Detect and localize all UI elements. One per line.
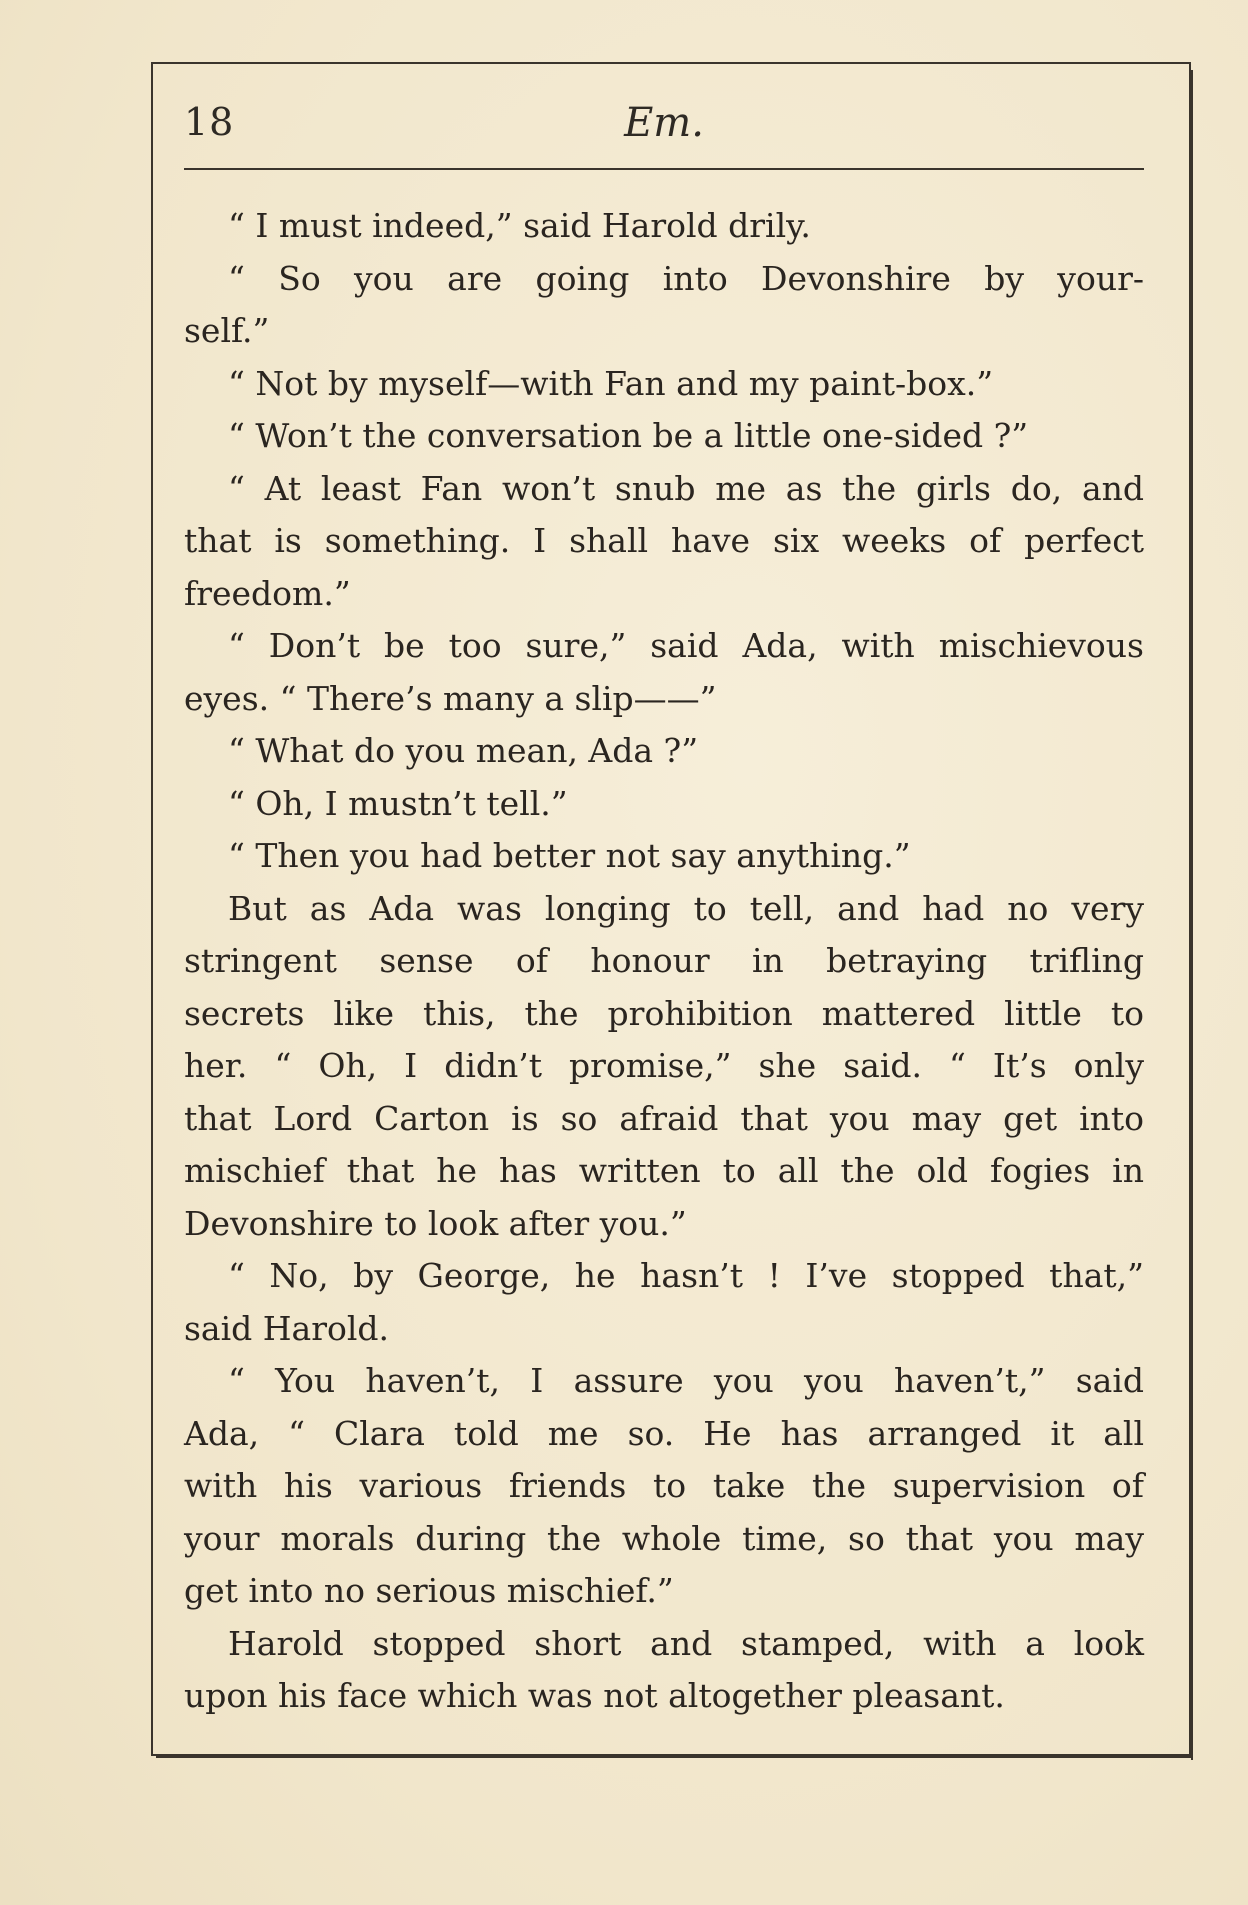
text-line: “ Don’t be too sure,” said Ada, with mischievous bbox=[228, 626, 1144, 665]
text-line: Harold stopped short and stamped, with a look bbox=[228, 1623, 1144, 1663]
text-line: stringent sense of honour in betraying trifling bbox=[184, 941, 1144, 980]
frame-shadow-right bbox=[1191, 70, 1193, 1760]
text-line: said Harold. bbox=[184, 1308, 390, 1348]
text-line: that is something. I shall have six weeks of perfect bbox=[184, 521, 1144, 560]
text-line: Devonshire to look after you.” bbox=[184, 1203, 687, 1243]
running-title: Em. bbox=[624, 100, 704, 146]
text-line: “ I must indeed,” said Harold drily. bbox=[228, 206, 811, 245]
text-line: “ You haven’t, I assure you you haven’t,” said bbox=[228, 1361, 1144, 1400]
text-line: “ Not by myself—with Fan and my paint-box.” bbox=[228, 363, 994, 403]
page-header bbox=[184, 100, 1144, 160]
text-line: that Lord Carton is so afraid that you may get into bbox=[184, 1098, 1144, 1138]
text-line: eyes. “ There’s many a slip——” bbox=[184, 678, 717, 718]
text-line: “ At least Fan won’t snub me as the girls do, and bbox=[228, 468, 1144, 508]
text-line: secrets like this, the prohibition mattered little to bbox=[184, 993, 1144, 1033]
text-line: her. “ Oh, I didn’t promise,” she said. “ It’s only bbox=[184, 1046, 1144, 1085]
frame-shadow-bottom bbox=[156, 1756, 1193, 1758]
text-line: freedom.” bbox=[184, 573, 351, 613]
text-line: mischief that he has written to all the old fogies in bbox=[184, 1151, 1144, 1190]
text-line: Ada, “ Clara told me so. He has arranged it all bbox=[184, 1413, 1144, 1453]
text-line: “ Then you had better not say anything.” bbox=[228, 836, 911, 875]
page-number: 18 bbox=[184, 100, 235, 144]
text-line: your morals during the whole time, so that you may bbox=[184, 1518, 1144, 1558]
text-line: “ What do you mean, Ada ?” bbox=[228, 731, 699, 770]
header-rule bbox=[184, 168, 1144, 170]
text-line: But as Ada was longing to tell, and had no very bbox=[228, 888, 1144, 928]
text-line: “ So you are going into Devonshire by your- bbox=[228, 258, 1144, 298]
text-line: “ Oh, I mustn’t tell.” bbox=[228, 783, 568, 823]
text-line: get into no serious mischief.” bbox=[184, 1571, 674, 1610]
body-text bbox=[184, 200, 1144, 1723]
text-line: “ Won’t the conversation be a little one-sided ?” bbox=[228, 416, 1029, 455]
text-line: “ No, by George, he hasn’t ! I’ve stopped that,” bbox=[228, 1256, 1144, 1295]
text-line: upon his face which was not altogether pleasant. bbox=[184, 1676, 1005, 1715]
text-line: self.” bbox=[184, 311, 270, 350]
text-line: with his various friends to take the supervision of bbox=[184, 1466, 1144, 1505]
